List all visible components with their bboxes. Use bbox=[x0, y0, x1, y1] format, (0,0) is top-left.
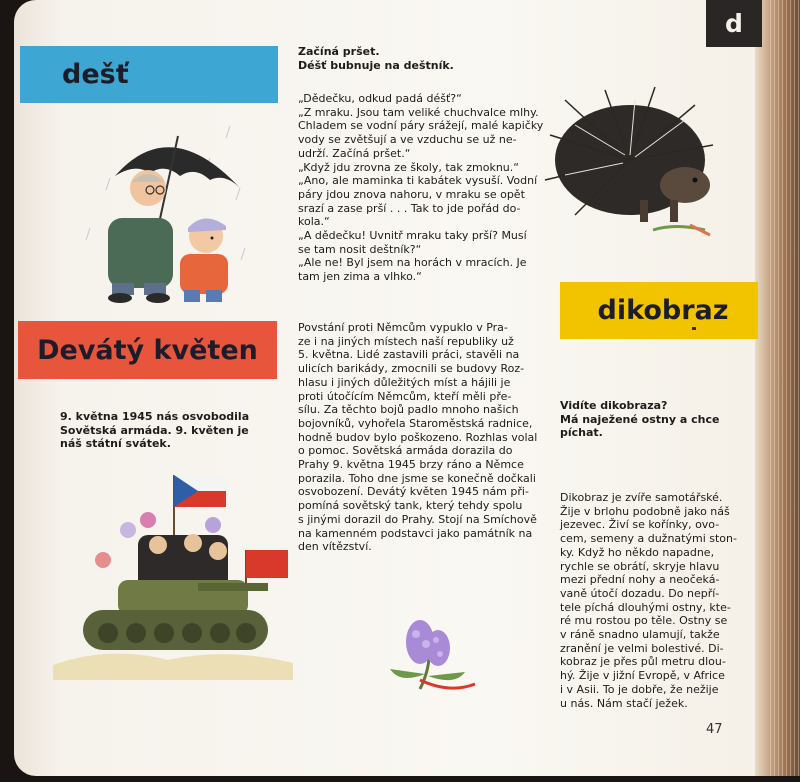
dikobraz-line: ré mu rostou po těle. Ostny se bbox=[560, 614, 728, 628]
dikobraz-line: u nás. Nám stačí ježek. bbox=[560, 696, 688, 710]
dikobraz-line: Žije v brlohu podobně jako náš bbox=[560, 504, 730, 518]
page-number: 47 bbox=[706, 722, 723, 737]
dest-line: Chladem se vodní páry srážejí, malé kapičky bbox=[298, 119, 544, 133]
page-edges bbox=[770, 0, 800, 782]
dikobraz-intro bbox=[560, 399, 719, 440]
dest-line: vody se zvětšují a ve vzduchu se už ne- bbox=[298, 133, 517, 147]
heading-dikobraz: dikobraz bbox=[560, 282, 758, 339]
tank-illustration bbox=[48, 465, 298, 695]
rain-illustration bbox=[80, 118, 260, 308]
dest-line: tam jen zima a vlhko.“ bbox=[298, 270, 422, 284]
kveten-intro-line: náš státní svátek. bbox=[60, 437, 171, 451]
dest-line: „Z mraku. Jsou tam veliké chuchvalce mlhy. bbox=[298, 105, 539, 119]
kveten-line: sílu. Za těchto bojů padlo mnoho našich bbox=[298, 403, 519, 417]
dikobraz-line: Dikobraz je zvíře samotářské. bbox=[560, 491, 723, 504]
dikobraz-intro-line: píchat. bbox=[560, 426, 603, 440]
kveten-line: bojovníků, vyhořela Staroměstská radnice, bbox=[298, 416, 533, 430]
dikobraz-intro-line: Vidíte dikobraza? bbox=[560, 399, 668, 412]
kveten-line: 5. května. Lidé zastavili práci, stavěli na bbox=[298, 348, 520, 362]
kveten-line: Prahy 9. května 1945 brzy ráno a Němce bbox=[298, 458, 524, 472]
dest-intro-line: Déšť bubnuje na deštník. bbox=[298, 58, 454, 72]
dest-line: páry jdou znova nahoru, v mraku se opět bbox=[298, 187, 525, 201]
dest-line: „A dědečku! Uvnitř mraku taky prší? Musí bbox=[298, 229, 527, 243]
kveten-line: hlasu i jiných důležitých míst a hájili je bbox=[298, 375, 511, 389]
dikobraz-line: hý. Žije v jižní Evropě, v Africe bbox=[560, 669, 725, 683]
dest-intro bbox=[298, 45, 454, 72]
dikobraz-line: rychle se obrátí, skryje hlavu bbox=[560, 559, 720, 573]
kveten-line: na kamenném podstavci jako památník na bbox=[298, 526, 533, 540]
kveten-line: o pomoc. Sovětská armáda dorazila do bbox=[298, 444, 513, 458]
dest-dialogue bbox=[298, 92, 543, 284]
dest-line: „Když jdu zrovna ze školy, tak zmoknu.“ bbox=[298, 160, 519, 174]
kveten-line: den vítězství. bbox=[298, 540, 372, 554]
bottom-edge bbox=[0, 776, 800, 782]
lilac-illustration bbox=[380, 614, 480, 704]
kveten-intro-line: Sovětská armáda. 9. květen je bbox=[60, 423, 249, 437]
dikobraz-line: tele píchá dlouhými ostny, kte- bbox=[560, 600, 731, 614]
dest-line: „Ano, ale maminka ti kabátek vysuší. Vodní bbox=[298, 174, 538, 188]
kveten-line: porazila. Toho dne jsme se konečně dočkali bbox=[298, 471, 536, 485]
dikobraz-line: cem, semeny a dužnatými ston- bbox=[560, 532, 737, 546]
dest-line: „Ale ne! Byl jsem na horách v mracích. Je bbox=[298, 256, 527, 270]
kveten-line: proti útočícím Němcům, kteří měli pře- bbox=[298, 389, 512, 403]
dest-line: se tam nosit deštník?“ bbox=[298, 242, 422, 256]
kveten-line: ze i na jiných místech naší republiky už bbox=[298, 334, 514, 348]
heading-kveten: Devátý květen bbox=[18, 321, 277, 379]
dikobraz-line: i v Asii. To je dobře, že nežije bbox=[560, 682, 719, 696]
dikobraz-intro-line: Má naježené ostny a chce bbox=[560, 412, 720, 426]
porcupine-illustration bbox=[545, 85, 725, 245]
dikobraz-body bbox=[560, 491, 737, 710]
dikobraz-line: zranění je velmi bolestivé. Di- bbox=[560, 641, 724, 655]
dikobraz-line: v ráně snadno ulamují, takže bbox=[560, 628, 720, 642]
letter-tab: d bbox=[706, 0, 762, 47]
kveten-line: s jinými dorazil do Prahy. Stojí na Smíchově bbox=[298, 512, 537, 526]
dest-line: „Dědečku, odkud padá déšť?“ bbox=[298, 92, 462, 105]
kveten-line: ulicích barikády, zmocnili se budovy Roz- bbox=[298, 362, 525, 376]
kveten-intro-line: 9. května 1945 nás osvobodila bbox=[60, 410, 250, 423]
dikobraz-line: kobraz je přes půl metru dlou- bbox=[560, 655, 726, 669]
heading-dest: dešť bbox=[20, 46, 278, 103]
kveten-line: pomíná sovětský tank, který tehdy spolu bbox=[298, 499, 523, 513]
kveten-line: hodně budov bylo poškozeno. Rozhlas volal bbox=[298, 430, 538, 444]
kveten-line: Povstání proti Němcům vypuklo v Pra- bbox=[298, 321, 508, 334]
kveten-line: osvobození. Devátý květen 1945 nám při- bbox=[298, 485, 529, 499]
dikobraz-line: ky. Když ho někdo napadne, bbox=[560, 545, 715, 559]
dikobraz-line: vaně útočí dozadu. Do nepří- bbox=[560, 586, 720, 600]
ink-dot bbox=[692, 327, 696, 330]
dest-line: kola.“ bbox=[298, 215, 330, 229]
dest-intro-line: Začíná pršet. bbox=[298, 45, 380, 58]
dest-line: srazí a zase prší . . . Tak to jde pořád do- bbox=[298, 201, 521, 215]
dikobraz-line: mezi přední nohy a neočeká- bbox=[560, 573, 720, 587]
dikobraz-line: jezevec. Živí se kořínky, ovo- bbox=[560, 518, 720, 532]
kveten-intro bbox=[60, 410, 249, 451]
kveten-body bbox=[298, 321, 537, 554]
dest-line: udrží. Začíná pršet.“ bbox=[298, 146, 411, 160]
